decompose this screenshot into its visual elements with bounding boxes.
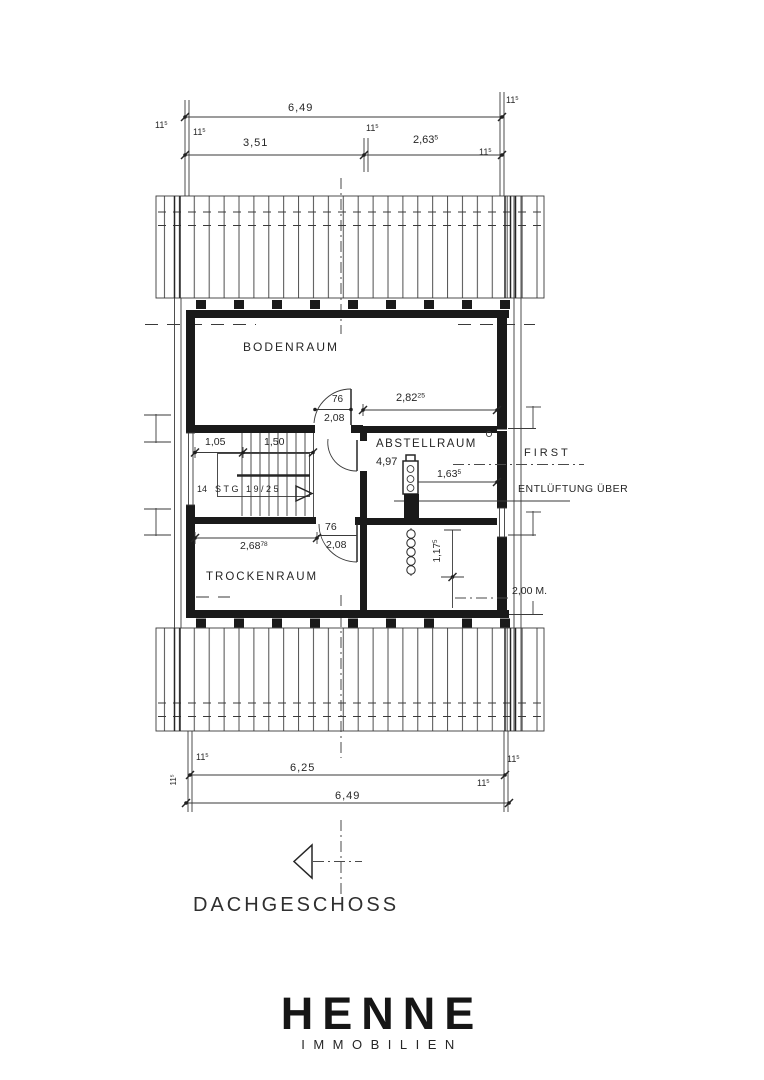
stair-spec: STG 19/25 bbox=[215, 484, 282, 494]
door-width-label: 76 bbox=[325, 521, 337, 533]
wall-mark: $11^5$ bbox=[479, 147, 492, 157]
door-height-label: 2,08 bbox=[324, 412, 345, 424]
sill-plates-bottom bbox=[196, 619, 510, 628]
first-label: FIRST bbox=[524, 447, 571, 459]
entlueftung-label: ENTLÜFTUNG ÜBER bbox=[518, 483, 629, 495]
room-label-bodenraum: BODENRAUM bbox=[243, 340, 340, 354]
room-label-trockenraum: TROCKENRAUM bbox=[206, 571, 319, 583]
room-label-abstellraum: ABSTELLRAUM bbox=[376, 438, 477, 450]
logo-name: HENNE bbox=[280, 988, 484, 1039]
wall-mark: $11^5$ bbox=[196, 752, 209, 762]
page-title: DACHGESCHOSS bbox=[193, 894, 400, 916]
abstellraum-area: 4,97 bbox=[376, 456, 398, 468]
wall-mark: $11^5$ bbox=[507, 754, 520, 764]
height-2m-label: 2,00 M. bbox=[512, 585, 548, 597]
dim-bottom-upper: 6,25 bbox=[290, 762, 316, 774]
dim-top-right: 2,63$^5$ bbox=[413, 134, 439, 146]
dim-150: 1,50 bbox=[264, 436, 285, 448]
top-dimension-lines bbox=[181, 92, 506, 196]
stair-count: 14 bbox=[197, 484, 208, 494]
dim-105: 1,05 bbox=[205, 436, 226, 448]
wall-mark: $11^5$ bbox=[169, 774, 178, 786]
dim-top-left: 3,51 bbox=[243, 137, 269, 149]
wall-mark: $11^5$ bbox=[193, 127, 206, 137]
dim-163: 1,63$^5$ bbox=[437, 468, 462, 480]
door-abstellraum bbox=[328, 439, 357, 471]
door-height-label: 2,08 bbox=[326, 539, 347, 551]
headroom-lines bbox=[145, 325, 535, 598]
dim-top-total: 6,49 bbox=[288, 102, 314, 114]
wall-mark: $11^5$ bbox=[477, 778, 490, 788]
wall-mark: $11^5$ bbox=[155, 120, 168, 130]
dim-bottom-lower: 6,49 bbox=[335, 790, 361, 802]
roof-band-bottom bbox=[156, 619, 544, 732]
dim-117: 1,17$^5$ bbox=[431, 539, 444, 563]
wall-mark: $11^5$ bbox=[366, 123, 379, 133]
vent-stack bbox=[403, 431, 492, 576]
wall-mark: $11^5$ bbox=[506, 95, 519, 105]
section-marker bbox=[294, 845, 312, 878]
door-width-label: 76 bbox=[332, 394, 344, 405]
dim-282: 2,82$^{25}$ bbox=[396, 392, 425, 404]
roof-band-top bbox=[156, 196, 544, 309]
dim-268: 2,68$^{78}$ bbox=[240, 540, 268, 552]
sill-plates-top bbox=[196, 300, 510, 309]
logo-subtitle: IMMOBILIEN bbox=[301, 1037, 463, 1052]
